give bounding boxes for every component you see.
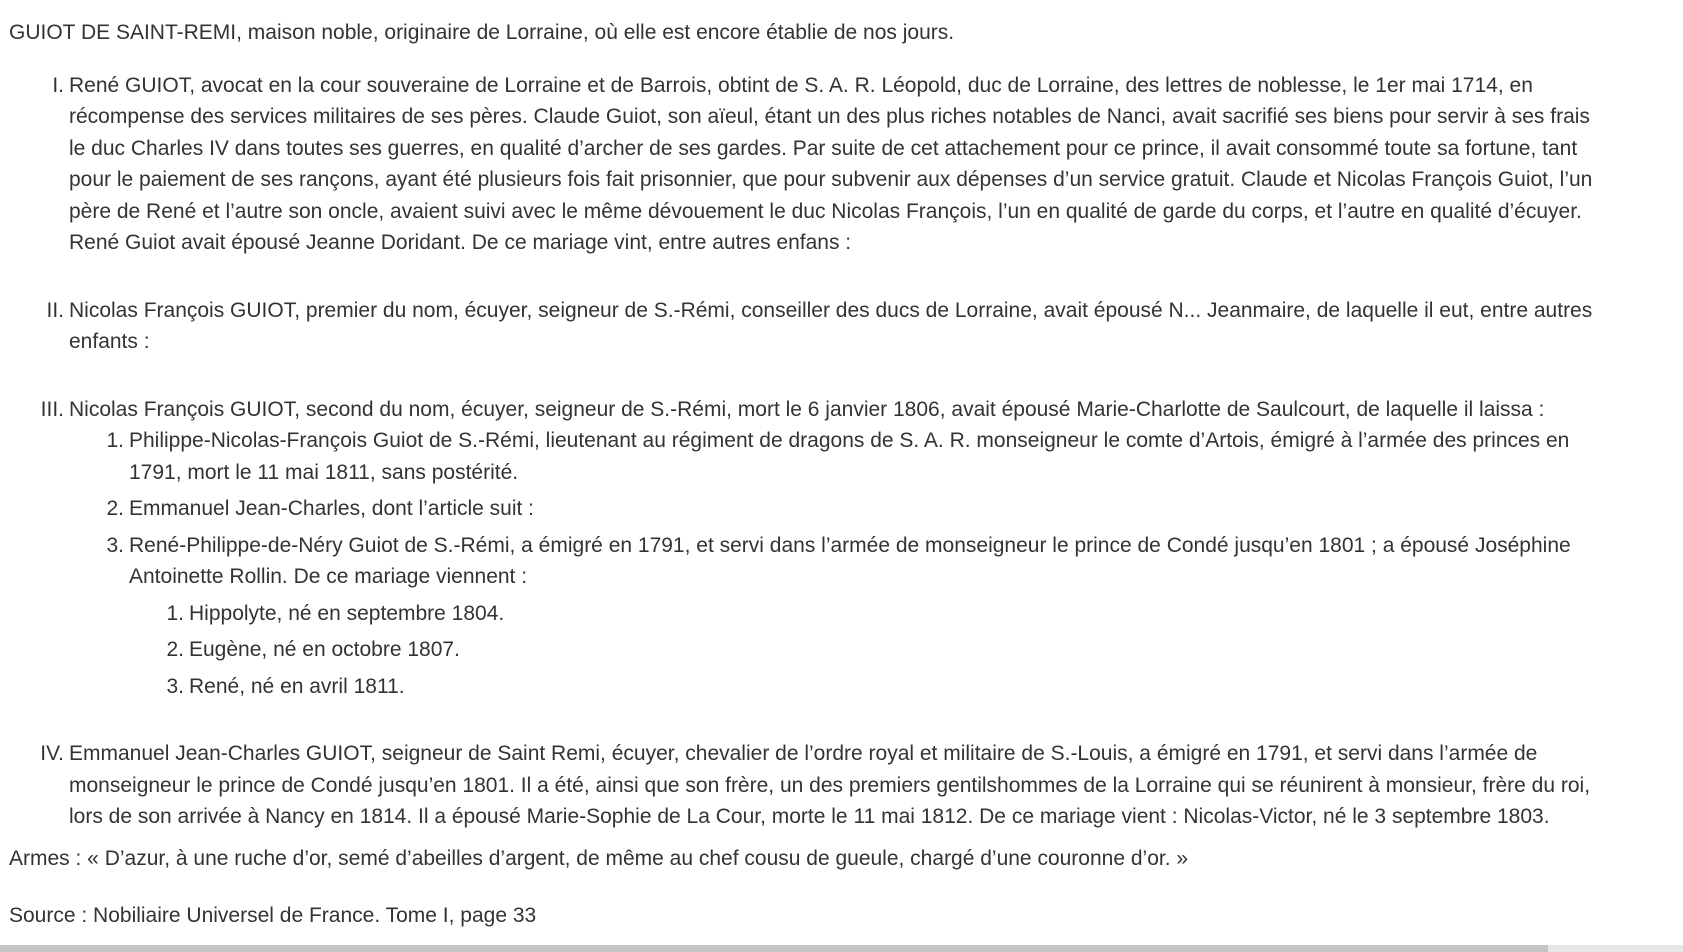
armes-paragraph: Armes : « D’azur, à une ruche d’or, semé d’abeilles d’argent, de même au chef cousu de gueule, chargé d’une couronne d’or. » [9,846,1189,870]
item-number: I. [52,73,64,97]
grandchild-line: Hippolyte, né en septembre 1804. [189,601,505,625]
document-body [9,17,1683,932]
child-line: 1791, mort le 11 mai 1811, sans postérité. [129,460,519,484]
scrollbar-thumb[interactable] [0,945,1548,952]
item-line: Emmanuel Jean-Charles GUIOT, seigneur de Saint Remi, écuyer, chevalier de l’ordre royal et militaire de S.-Louis, a émigré en 1791, et servi dans l’armée de [69,742,1538,765]
child-item-3 [69,530,1683,703]
item-line: Nicolas François GUIOT, second du nom, écuyer, seigneur de S.-Rémi, mort le 6 janvier 1806, avait épousé Marie-Charlotte de Saulcourt, de laquelle il laissa : [69,397,1545,421]
grandchild-line: René, né en avril 1811. [189,674,405,698]
item-number: III. [40,397,64,421]
grandchild-number: 3. [166,674,184,698]
grandchild-line: Eugène, né en octobre 1807. [189,638,460,661]
item-line: monseigneur le prince de Condé jusqu’en 1801. Il a été, ainsi que son frère, un des premiers gentilshommes de la Lorraine qui se réunirent à monsieur, frère du roi, [69,773,1591,797]
child-item-2 [69,493,1683,525]
list-item-I [9,70,1683,259]
grandchild-number: 2. [166,638,184,661]
item-line: récompense des services militaires de ses pères. Claude Guiot, son aïeul, étant un des plus riches notables de Nanci, avait sacrifié ses biens pour servir à ses frais [69,105,1590,128]
item-line: lors de son arrivée à Nancy en 1814. Il a épousé Marie-Sophie de La Cour, morte le 11 mai 1812. De ce mariage vient : Nicolas-Victor, né le 3 septembre 1803. [69,805,1550,828]
child-number: 2. [106,497,124,520]
child-line: René-Philippe-de-Néry Guiot de S.-Rémi, a émigré en 1791, et servi dans l’armée de monseigneur le prince de Condé jusqu’en 1801 ; a épousé Joséphine [129,533,1571,557]
grandchild-item-1 [129,598,1683,630]
list-item-II [9,295,1683,358]
child-number: 1. [106,429,124,452]
source-paragraph: Source : Nobiliaire Universel de France. Tome I, page 33 [9,904,537,927]
item-number: IV. [40,742,64,765]
child-line: Philippe-Nicolas-François Guiot de S.-Rémi, lieutenant au régiment de dragons de S. A. R. monseigneur le comte d’Artois, émigré à l’armée des princes en [129,429,1570,452]
child-item-1 [69,425,1683,488]
item-line: pour le paiement de ses rançons, ayant été plusieurs fois fait prisonnier, que pour subvenir aux dépenses d’un service gratuit. Claude et Nicolas François Guiot, l’un [69,168,1593,191]
item-line: le duc Charles IV dans toutes ses guerres, en qualité d’archer de ses gardes. Par suite de cet attachement pour ce prince, il avait consommé toute sa fortune, tant [69,136,1578,160]
grandchild-number: 1. [166,601,184,625]
horizontal-scrollbar[interactable] [0,945,1683,952]
grandchildren-list [129,598,1683,703]
list-item-III [9,394,1683,703]
item-line: père de René et l’autre son oncle, avaient suivi avec le même dévouement le duc Nicolas François, l’un en qualité de garde du corps, et l’autre en qualité d’écuyer. [69,199,1582,223]
children-list [69,425,1683,702]
grandchild-item-2 [129,634,1683,666]
item-line: enfants : [69,330,150,353]
item-number: II. [46,298,64,322]
child-line: Emmanuel Jean-Charles, dont l’article suit : [129,497,535,520]
child-number: 3. [106,533,124,557]
list-item-IV [9,738,1683,833]
intro-paragraph: GUIOT DE SAINT-REMI, maison noble, originaire de Lorraine, où elle est encore établie de nos jours. [9,21,955,44]
item-line: René GUIOT, avocat en la cour souveraine de Lorraine et de Barrois, obtint de S. A. R. Léopold, duc de Lorraine, des lettres de noblesse, le 1er mai 1714, en [69,73,1533,97]
item-line: René Guiot avait épousé Jeanne Doridant. De ce mariage vint, entre autres enfans : [69,231,852,254]
grandchild-item-3 [129,671,1683,703]
child-line: Antoinette Rollin. De ce mariage viennent : [129,565,528,588]
item-line: Nicolas François GUIOT, premier du nom, écuyer, seigneur de S.-Rémi, conseiller des ducs de Lorraine, avait épousé N... Jeanmaire, de laquelle il eut, entre autres [69,298,1593,322]
